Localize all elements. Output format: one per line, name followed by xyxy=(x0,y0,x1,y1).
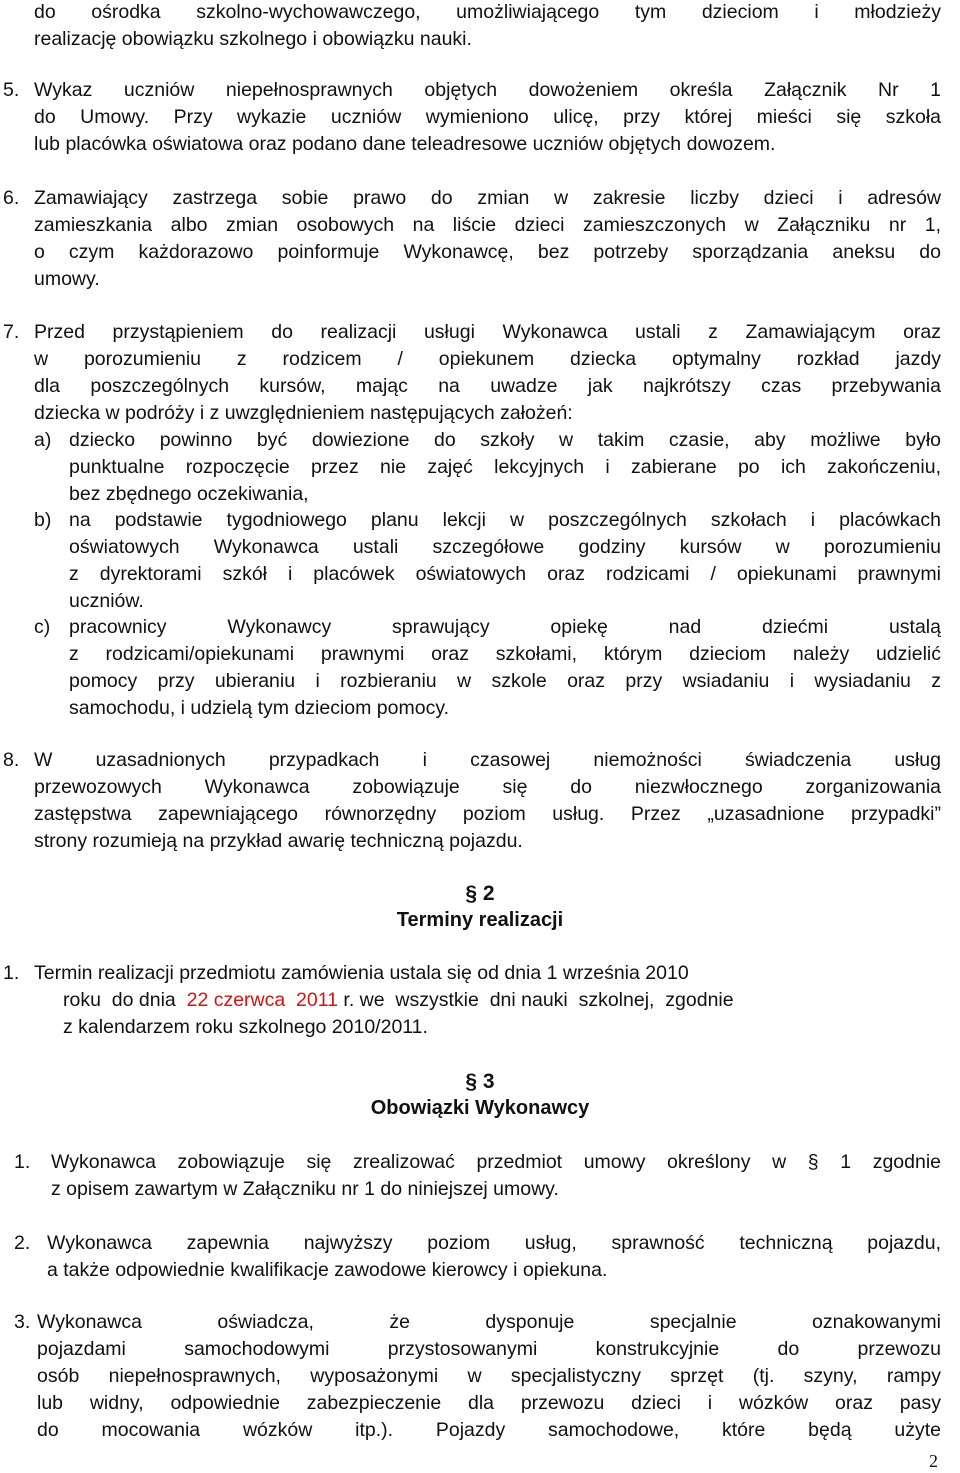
text-line: pracownicy Wykonawcy sprawujący opiekę nad dziećmi ustalą xyxy=(69,616,941,638)
section-title: Obowiązki Wykonawcy xyxy=(370,1097,590,1119)
section-2-item-1 xyxy=(34,960,874,987)
text-line: Zamawiający zastrzega sobie prawo do zmian w zakresie liczby dzieci i adresów xyxy=(34,187,941,209)
item-7a-paragraph xyxy=(69,427,941,508)
section-symbol: § 2 xyxy=(465,882,495,905)
text-line xyxy=(63,987,903,1014)
item-number: 2. xyxy=(14,1232,31,1254)
text-line: a także odpowiednie kwalifikacje zawodowe kierowcy i opiekuna. xyxy=(47,1259,608,1281)
text-line: z rodzicami/opiekunami prawnymi oraz szkołami, którym dzieciom należy udzielić xyxy=(69,643,941,665)
text-line: dla poszczególnych kursów, mając na uwadze jak najkrótszy czas przebywania xyxy=(34,375,941,397)
item-8-paragraph xyxy=(34,747,941,855)
item-7c-paragraph xyxy=(69,614,941,722)
section-title: Terminy realizacji xyxy=(396,909,564,931)
text-line: dziecko powinno być dowiezione do szkoły w takim czasie, aby możliwe było xyxy=(69,429,941,451)
text-line: zamieszkania albo zmian osobowych na liście dzieci zamieszczonych w Załączniku nr 1, xyxy=(34,214,941,236)
text-line: zastępstwa zapewniającego równorzędny poziom usług. Przez „uzasadnione przypadki” xyxy=(34,803,941,825)
item-5-paragraph xyxy=(34,77,941,158)
intro-paragraph xyxy=(34,0,941,53)
text-line: realizację obowiązku szkolnego i obowiązku nauki. xyxy=(34,28,472,50)
text-line: Wykonawca oświadcza, że dysponuje specjalnie oznakowanymi xyxy=(37,1311,941,1333)
sub-item-label: a) xyxy=(34,429,52,451)
text-line: W uzasadnionych przypadkach i czasowej niemożności świadczenia usług xyxy=(34,749,941,771)
section-3-item-2 xyxy=(47,1230,941,1284)
item-7-paragraph xyxy=(34,319,941,427)
text-line: na podstawie tygodniowego planu lekcji w poszczególnych szkołach i placówkach xyxy=(69,509,941,531)
item-number: 5. xyxy=(3,79,20,101)
text-line: osób niepełnosprawnych, wyposażonymi w specjalistyczny sprzęt (tj. szyny, rampy xyxy=(37,1365,941,1387)
text-line: Wykonawca zobowiązuje się zrealizować przedmiot umowy określony w § 1 zgodnie xyxy=(51,1151,941,1173)
text-line: umowy. xyxy=(34,268,100,290)
text-line: do Umowy. Przy wykazie uczniów wymieniono ulicę, przy której mieści się szkoła xyxy=(34,106,941,128)
item-7b-paragraph xyxy=(69,507,941,615)
text-line: do mocowania wózków itp.). Pojazdy samochodowe, które będą użyte xyxy=(37,1419,941,1441)
section-2-item-1-cont xyxy=(63,987,903,1041)
item-number: 8. xyxy=(3,749,20,771)
item-number: 6. xyxy=(3,187,20,209)
date-text: r. we wszystkie dni nauki szkolnej, zgodnie xyxy=(338,989,734,1011)
section-3-item-3 xyxy=(37,1309,941,1444)
sub-item-label: b) xyxy=(34,509,52,531)
sub-item-label: c) xyxy=(34,616,51,638)
section-3-item-1 xyxy=(51,1149,941,1203)
text-line: o czym każdorazowo poinformuje Wykonawcę, bez potrzeby sporządzania aneksu do xyxy=(34,241,941,263)
item-number: 1. xyxy=(3,962,20,984)
text-line: strony rozumieją na przykład awarię techniczną pojazdu. xyxy=(34,830,523,852)
text-line: Wykaz uczniów niepełnosprawnych objętych dowożeniem określa Załącznik Nr 1 xyxy=(34,79,941,101)
text-line: z dyrektorami szkół i placówek oświatowych oraz rodzicami / opiekunami prawnymi xyxy=(69,563,941,585)
text-line: uczniów. xyxy=(69,590,144,612)
item-6-paragraph xyxy=(34,185,941,293)
text-line: Wykonawca zapewnia najwyższy poziom usług, sprawność techniczną pojazdu, xyxy=(47,1232,941,1254)
text-line: do ośrodka szkolno-wychowawczego, umożliwiającego tym dzieciom i młodzieży xyxy=(34,1,941,23)
text-line: pojazdami samochodowymi przystosowanymi konstrukcyjnie do przewozu xyxy=(37,1338,941,1360)
item-number: 3. xyxy=(14,1311,31,1333)
page-number: 2 xyxy=(929,1451,938,1471)
end-date-highlight: 22 czerwca 2011 xyxy=(186,989,338,1011)
section-symbol: § 3 xyxy=(465,1070,495,1093)
text-line: z kalendarzem roku szkolnego 2010/2011. xyxy=(63,1016,428,1038)
item-number: 7. xyxy=(3,321,20,343)
text-line: przewozowych Wykonawca zobowiązuje się do niezwłocznego zorganizowania xyxy=(34,776,941,798)
text-line: lub widny, odpowiednie zabezpieczenie dla przewozu dzieci i wózków oraz pasy xyxy=(37,1392,941,1414)
text-line: bez zbędnego oczekiwania, xyxy=(69,483,309,505)
text-line: Przed przystąpieniem do realizacji usługi Wykonawca ustali z Zamawiającym oraz xyxy=(34,321,941,343)
text-line: dziecka w podróży i z uwzględnieniem następujących założeń: xyxy=(34,402,573,424)
text-line: punktualne rozpoczęcie przez nie zajęć lekcyjnych i zabierane po ich zakończeniu, xyxy=(69,456,941,478)
text-line: w porozumieniu z rodzicem / opiekunem dziecka optymalny rozkład jazdy xyxy=(34,348,941,370)
date-text: roku do dnia xyxy=(63,989,187,1011)
text-line: z opisem zawartym w Załączniku nr 1 do niniejszej umowy. xyxy=(51,1178,559,1200)
text-line: Termin realizacji przedmiotu zamówienia ustala się od dnia 1 września 2010 xyxy=(34,962,689,984)
text-line: pomocy przy ubieraniu i rozbieraniu w szkole oraz przy wsiadaniu i wysiadaniu z xyxy=(69,670,941,692)
text-line: lub placówka oświatowa oraz podano dane teleadresowe uczniów objętych dowozem. xyxy=(34,133,776,155)
text-line: samochodu, i udzielą tym dzieciom pomocy. xyxy=(69,697,450,719)
item-number: 1. xyxy=(14,1151,31,1173)
text-line: oświatowych Wykonawca ustali szczegółowe godziny kursów w porozumieniu xyxy=(69,536,941,558)
